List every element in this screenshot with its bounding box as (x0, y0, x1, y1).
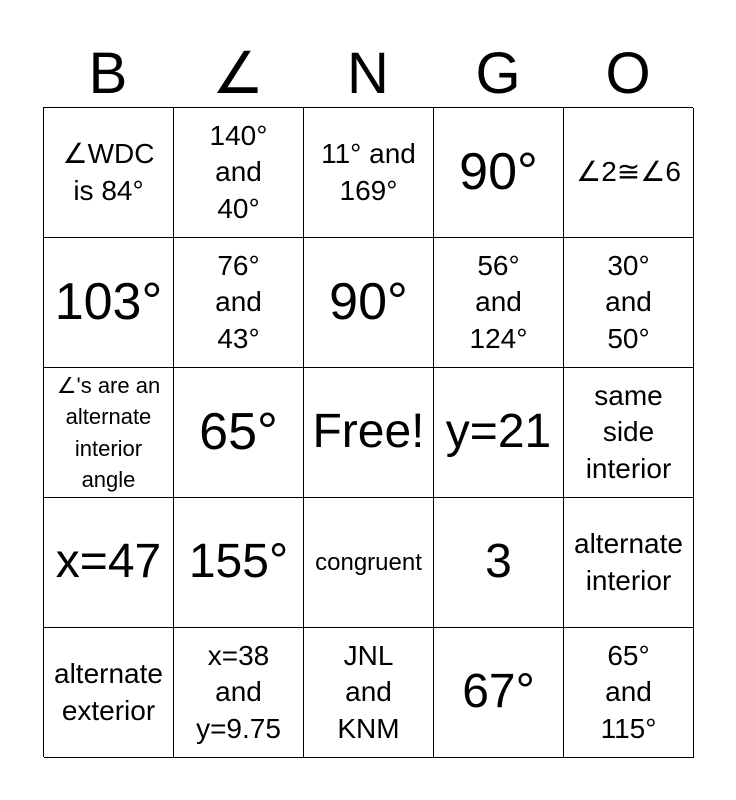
bingo-cell-r2c4[interactable]: 56° and 124° (434, 238, 564, 368)
bingo-cell-r5c1[interactable]: alternate exterior (44, 628, 174, 758)
bingo-cell-r4c4[interactable]: 3 (434, 498, 564, 628)
bingo-cell-r3c4[interactable]: y=21 (434, 368, 564, 498)
header-letter-b: B (88, 41, 128, 106)
bingo-cell-r1c3[interactable]: 11° and 169° (304, 108, 434, 238)
bingo-header (43, 40, 693, 108)
header-letter-n: N (347, 41, 389, 106)
header-letter-angle: ∠ (212, 41, 264, 106)
bingo-cell-r4c2[interactable]: 155° (174, 498, 304, 628)
bingo-cell-r4c5[interactable]: alternate interior (564, 498, 694, 628)
bingo-cell-r5c3[interactable]: JNL and KNM (304, 628, 434, 758)
header-letter-o: O (605, 41, 651, 106)
bingo-cell-r4c1[interactable]: x=47 (44, 498, 174, 628)
bingo-cell-r2c3[interactable]: 90° (304, 238, 434, 368)
bingo-cell-r3c2[interactable]: 65° (174, 368, 304, 498)
bingo-cell-r1c1[interactable]: ∠WDC is 84° (44, 108, 174, 238)
bingo-cell-r2c5[interactable]: 30° and 50° (564, 238, 694, 368)
bingo-cell-r5c4[interactable]: 67° (434, 628, 564, 758)
bingo-board (43, 107, 693, 757)
bingo-cell-r3c5[interactable]: same side interior (564, 368, 694, 498)
bingo-cell-r5c5[interactable]: 65° and 115° (564, 628, 694, 758)
bingo-cell-r1c2[interactable]: 140° and 40° (174, 108, 304, 238)
bingo-cell-r3c1[interactable]: ∠'s are an alternate interior angle (44, 368, 174, 498)
bingo-cell-r1c5[interactable]: ∠2≅∠6 (564, 108, 694, 238)
free-space-cell[interactable]: Free! (304, 368, 434, 498)
bingo-cell-r2c2[interactable]: 76° and 43° (174, 238, 304, 368)
bingo-cell-r4c3[interactable]: congruent (304, 498, 434, 628)
bingo-cell-r1c4[interactable]: 90° (434, 108, 564, 238)
bingo-cell-r2c1[interactable]: 103° (44, 238, 174, 368)
header-letter-g: G (475, 41, 521, 106)
bingo-cell-r5c2[interactable]: x=38 and y=9.75 (174, 628, 304, 758)
